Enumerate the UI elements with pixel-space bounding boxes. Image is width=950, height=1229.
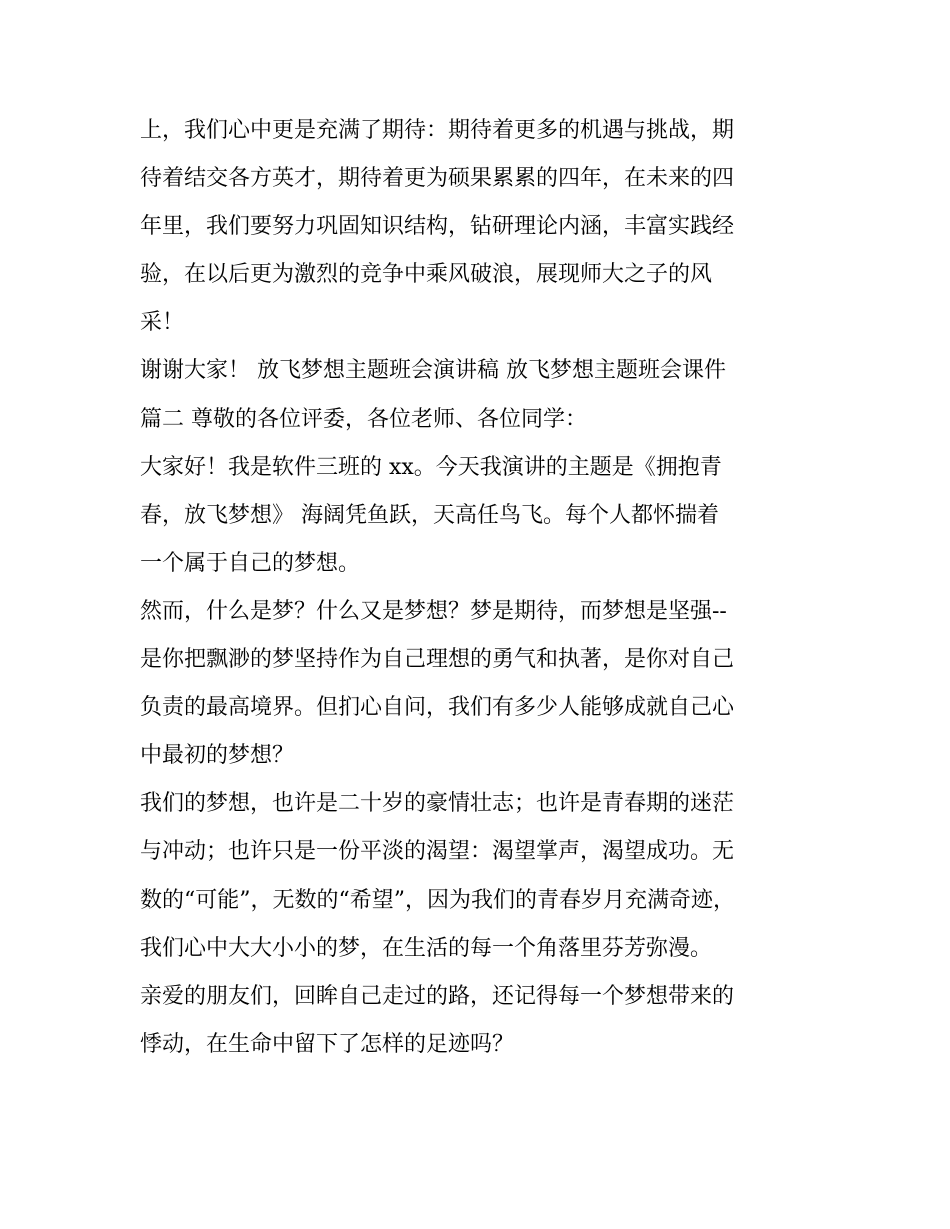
text-line: 我们心中大大小小的梦，在生活的每一个角落里芬芳弥漫。 xyxy=(140,935,713,961)
text-line: 验，在以后更为激烈的竞争中乘风破浪，展现师大之子的风 xyxy=(140,262,713,288)
text-line: 悸动，在生命中留下了怎样的足迹吗？ xyxy=(140,1031,515,1057)
text-line: 负责的最高境界。但扪心自问，我们有多少人能够成就自己心 xyxy=(140,695,735,721)
document-body xyxy=(140,107,830,1069)
text-line: 采！ xyxy=(140,310,185,336)
text-line: 篇二 尊敬的各位评委，各位老师、各位同学： xyxy=(140,406,587,432)
text-line: 上，我们心中更是充满了期待：期待着更多的机遇与挑战，期 xyxy=(140,118,735,143)
text-line: 亲爱的朋友们，回眸自己走过的路，还记得每一个梦想带来的 xyxy=(140,983,735,1009)
text-line: 谢谢大家！ 放飞梦想主题班会演讲稿 放飞梦想主题班会课件 xyxy=(140,358,726,384)
text-line: 待着结交各方英才，期待着更为硕果累累的四年，在未来的四 xyxy=(140,166,735,192)
text-line: 然而，什么是梦？什么又是梦想？梦是期待，而梦想是坚强-- xyxy=(140,598,727,624)
text-line: 我们的梦想，也许是二十岁的豪情壮志；也许是青春期的迷茫 xyxy=(140,791,735,817)
text-line: 春，放飞梦想》 海阔凭鱼跃，天高任鸟飞。每个人都怀揣着 xyxy=(140,502,719,528)
text-line: 与冲动；也许只是一份平淡的渴望：渴望掌声，渴望成功。无 xyxy=(140,839,735,865)
text-line: 中最初的梦想？ xyxy=(140,743,295,769)
text-line: 大家好！我是软件三班的 xx。今天我演讲的主题是《拥抱青 xyxy=(140,454,722,480)
text-line: 数的“可能”，无数的“希望”，因为我们的青春岁月充满奇迹， xyxy=(140,887,735,913)
text-line: 一个属于自己的梦想。 xyxy=(140,550,361,576)
text-line: 是你把飘渺的梦坚持作为自己理想的勇气和执著，是你对自己 xyxy=(140,647,735,673)
text-line: 年里，我们要努力巩固知识结构，钻研理论内涵，丰富实践经 xyxy=(140,214,735,240)
